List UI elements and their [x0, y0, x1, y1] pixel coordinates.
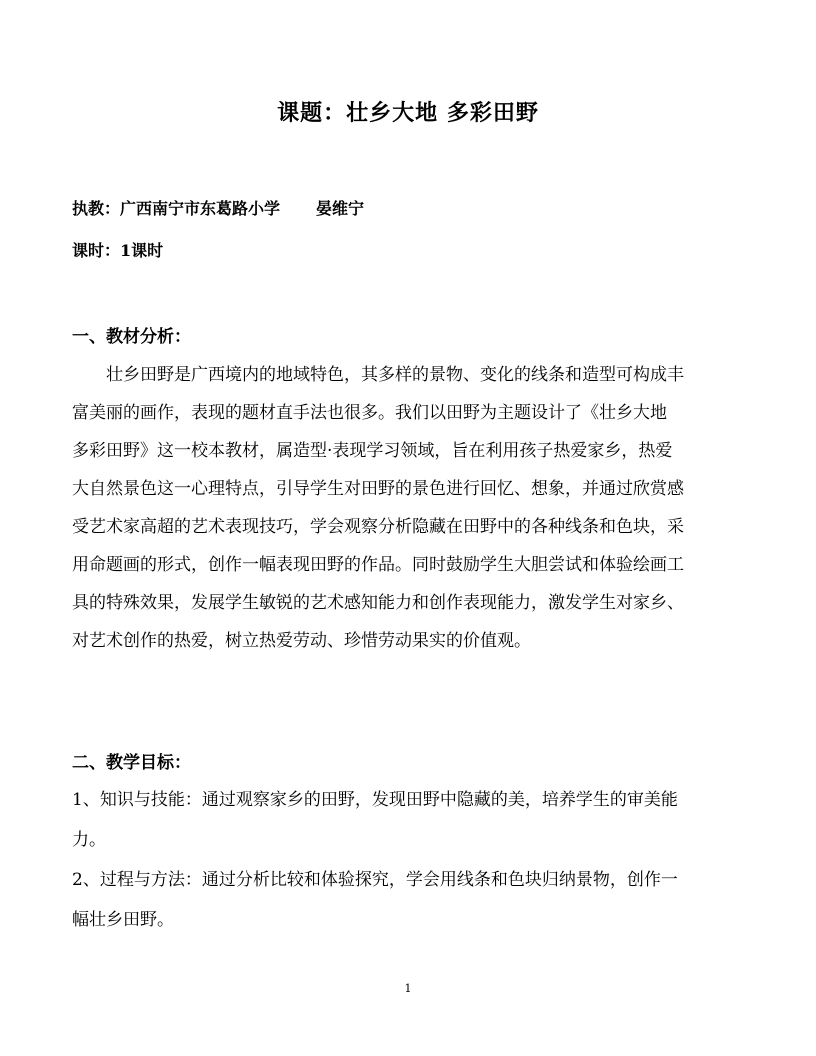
section-2-line: 1、知识与技能：通过观察家乡的田野，发现田野中隐藏的美，培养学生的审美能	[72, 790, 678, 810]
section-1-line: 壮乡田野是广西境内的地域特色，其多样的景物、变化的线条和造型可构成丰	[106, 365, 684, 385]
section-1-line: 对艺术创作的热爱，树立热爱劳动、珍惜劳动果实的价值观。	[72, 631, 531, 651]
lesson-hours: 课时：1课时	[72, 241, 164, 260]
teacher-name: 晏维宁	[316, 199, 365, 218]
document-title: 课题：壮乡大地 多彩田野	[277, 100, 539, 126]
section-1-line: 大自然景色这一心理特点，引导学生对田野的景色进行回忆、想象，并通过欣赏感	[72, 479, 684, 499]
teacher-school: 执教：广西南宁市东葛路小学	[72, 199, 281, 218]
section-1-line: 富美丽的画作，表现的题材直手法也很多。我们以田野为主题设计了《壮乡大地	[72, 403, 667, 423]
section-2-line: 2、过程与方法：通过分析比较和体验探究，学会用线条和色块归纳景物，创作一	[72, 870, 678, 890]
section-1-line: 具的特殊效果，发展学生敏锐的艺术感知能力和创作表现能力，激发学生对家乡、	[72, 593, 684, 613]
teacher-line	[72, 196, 364, 219]
section-1-heading: 一、教材分析：	[72, 327, 191, 347]
section-1-line: 用命题画的形式，创作一幅表现田野的作品。同时鼓励学生大胆尝试和体验绘画工	[72, 555, 684, 575]
section-2-line: 幅壮乡田野。	[72, 910, 174, 930]
section-1-line: 多彩田野》这一校本教材，属造型·表现学习领域，旨在利用孩子热爱家乡，热爱	[72, 441, 673, 461]
section-2-line: 力。	[72, 830, 106, 850]
section-1-line: 受艺术家高超的艺术表现技巧，学会观察分析隐藏在田野中的各种线条和色块，采	[72, 517, 684, 537]
section-2-heading: 二、教学目标：	[72, 753, 191, 773]
page-number: 1	[404, 982, 412, 995]
